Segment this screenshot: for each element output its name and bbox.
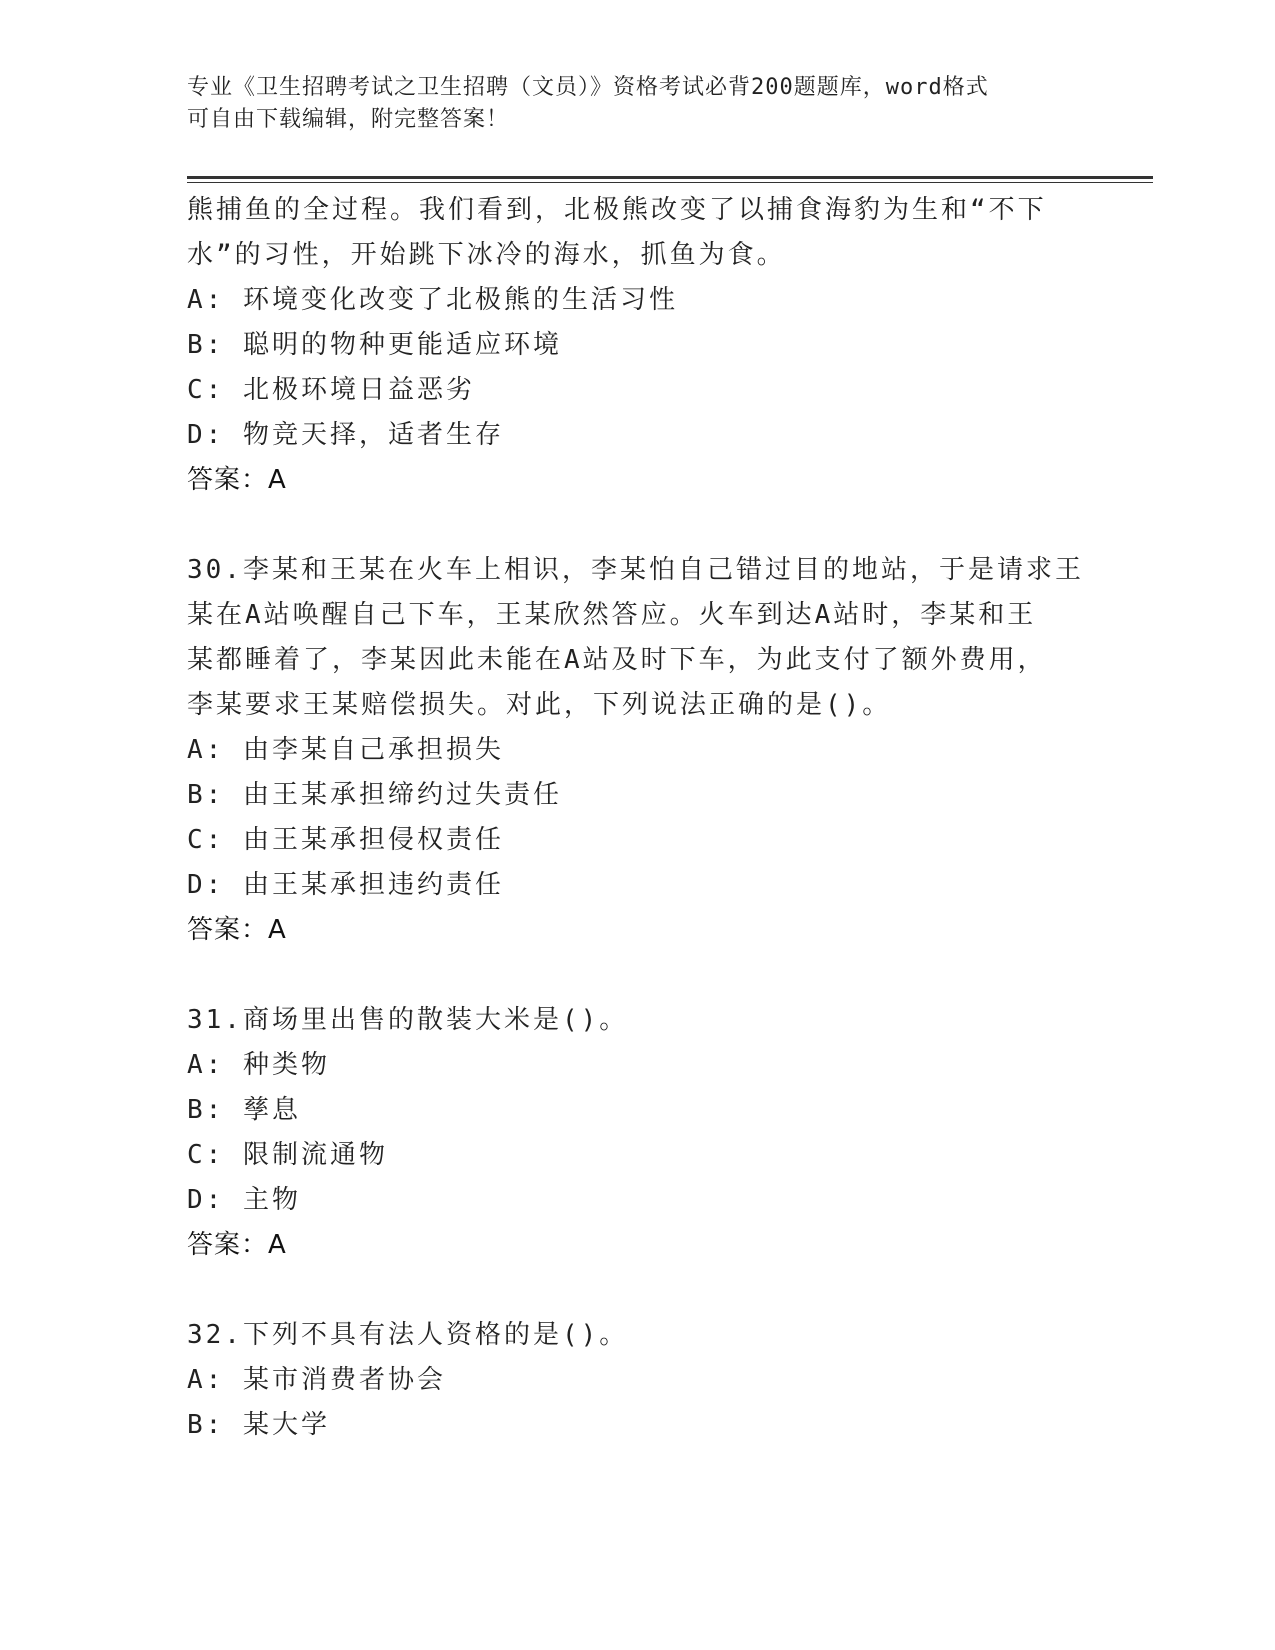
answer-label: 答案：A xyxy=(187,465,287,495)
question-spacer xyxy=(187,503,1087,548)
question-text-line: 熊捕鱼的全过程。我们看到，北极熊改变了以捕食海豹为生和“不下 xyxy=(187,195,1047,225)
header-divider-thin xyxy=(187,182,1153,183)
question-text-line: 李某要求王某赔偿损失。对此，下列说法正确的是()。 xyxy=(187,690,892,720)
option-d: D: 物竞天择，适者生存 xyxy=(187,420,504,450)
question-31 xyxy=(187,998,1087,1268)
option-b: B: 某大学 xyxy=(187,1410,330,1440)
option-a: A: 环境变化改变了北极熊的生活习性 xyxy=(187,285,678,315)
option-a: A: 由李某自己承担损失 xyxy=(187,735,504,765)
answer-label: 答案：A xyxy=(187,1230,287,1260)
option-b: B: 聪明的物种更能适应环境 xyxy=(187,330,562,360)
option-a: A: 某市消费者协会 xyxy=(187,1365,446,1395)
question-29-continuation xyxy=(187,188,1087,503)
question-text-line: 水”的习性，开始跳下冰冷的海水，抓鱼为食。 xyxy=(187,240,786,270)
question-32 xyxy=(187,1313,1087,1448)
option-b: B: 孳息 xyxy=(187,1095,301,1125)
option-d: D: 由王某承担违约责任 xyxy=(187,870,504,900)
question-text-line: 某在A站唤醒自己下车，王某欣然答应。火车到达A站时，李某和王 xyxy=(187,600,1037,630)
option-c: C: 由王某承担侵权责任 xyxy=(187,825,504,855)
header-divider-thick xyxy=(187,176,1153,179)
option-b: B: 由王某承担缔约过失责任 xyxy=(187,780,562,810)
option-c: C: 限制流通物 xyxy=(187,1140,388,1170)
question-spacer xyxy=(187,1268,1087,1313)
option-c: C: 北极环境日益恶劣 xyxy=(187,375,475,405)
option-a: A: 种类物 xyxy=(187,1050,330,1080)
question-text-line: 32.下列不具有法人资格的是()。 xyxy=(187,1320,629,1350)
answer-label: 答案：A xyxy=(187,915,287,945)
option-d: D: 主物 xyxy=(187,1185,301,1215)
document-header xyxy=(187,72,1067,136)
question-content xyxy=(187,188,1087,1448)
question-text-line: 某都睡着了，李某因此未能在A站及时下车，为此支付了额外费用， xyxy=(187,645,1047,675)
question-text-line: 31.商场里出售的散装大米是()。 xyxy=(187,1005,629,1035)
question-spacer xyxy=(187,953,1087,998)
header-title-line-1: 专业《卫生招聘考试之卫生招聘（文员）》资格考试必背200题题库，word格式 xyxy=(187,75,989,100)
question-text-line: 30.李某和王某在火车上相识，李某怕自己错过目的地站，于是请求王 xyxy=(187,555,1084,585)
question-30 xyxy=(187,548,1087,953)
header-title-line-2: 可自由下载编辑，附完整答案！ xyxy=(187,107,510,132)
